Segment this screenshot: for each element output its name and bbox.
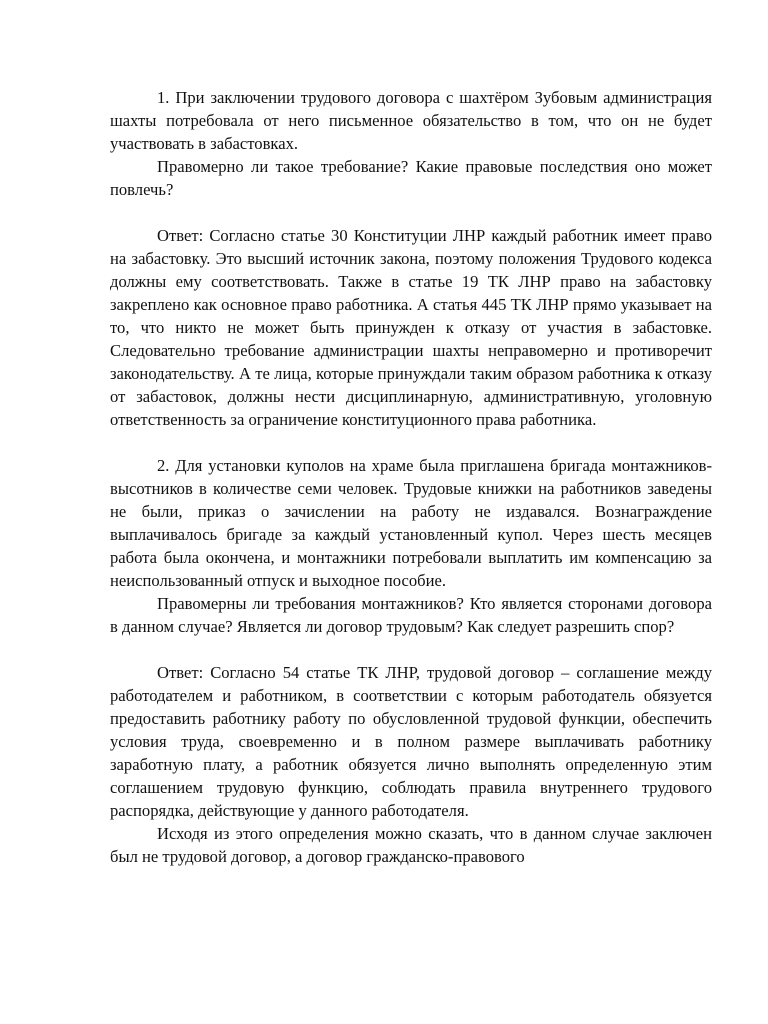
blank-line (110, 431, 712, 454)
task-2-question: Правомерны ли требования монтажников? Кто является сторонами договора в данном случае? Является ли договор трудовым? Как следует разрешить спор? (110, 594, 712, 636)
task-2-answer-continued: Исходя из этого определения можно сказать, что в данном случае заключен был не трудовой договор, а договор гражданско-правового (110, 824, 712, 866)
blank-line (110, 638, 712, 661)
task-1-question: Правомерно ли такое требование? Какие правовые последствия оно может повлечь? (110, 157, 712, 199)
blank-line (110, 201, 712, 224)
task-2-answer: Ответ: Согласно 54 статье ТК ЛНР, трудовой договор – соглашение между работодателем и работником, в соответствии с которым работодатель обязуется предоставить работнику работу по обусловленной трудовой функции, обеспечить условия труда, своевременно и в полном размере выплачивать работнику заработную плату, а работник обязуется лично выполнять определенную этим соглашением трудовую функцию, соблюдать правила внутреннего трудового распорядка, действующие у данного работодателя. (110, 663, 712, 820)
task-1-answer: Ответ: Согласно статье 30 Конституции ЛНР каждый работник имеет право на забастовку. Это высший источник закона, поэтому положения Трудового кодекса должны ему соответствовать. Также в статье 19 ТК ЛНР право на забастовку закреплено как основное право работника. А статья 445 ТК ЛНР прямо указывает на то, что никто не может быть принужден к отказу от участия в забастовке. Следовательно требование администрации шахты неправомерно и противоречит законодательству. А те лица, которые принуждали таким образом работника к отказу от забастовок, должны нести дисциплинарную, административную, уголовную ответственность за ограничение конституционного права работника. (110, 226, 712, 429)
task-2-condition: 2. Для установки куполов на храме была приглашена бригада монтажников-высотников в количестве семи человек. Трудовые книжки на работников заведены не были, приказ о зачислении на работу не издавался. Вознаграждение выплачивалось бригаде за каждый установленный купол. Через шесть месяцев работа была окончена, и монтажники потребовали выплатить им компенсацию за неиспользованный отпуск и выходное пособие. (110, 456, 712, 590)
document-body (110, 86, 712, 868)
task-1-condition: 1. При заключении трудового договора с шахтёром Зубовым администрация шахты потребовала от него письменное обязательство в том, что он не будет участвовать в забастовках. (110, 88, 712, 153)
